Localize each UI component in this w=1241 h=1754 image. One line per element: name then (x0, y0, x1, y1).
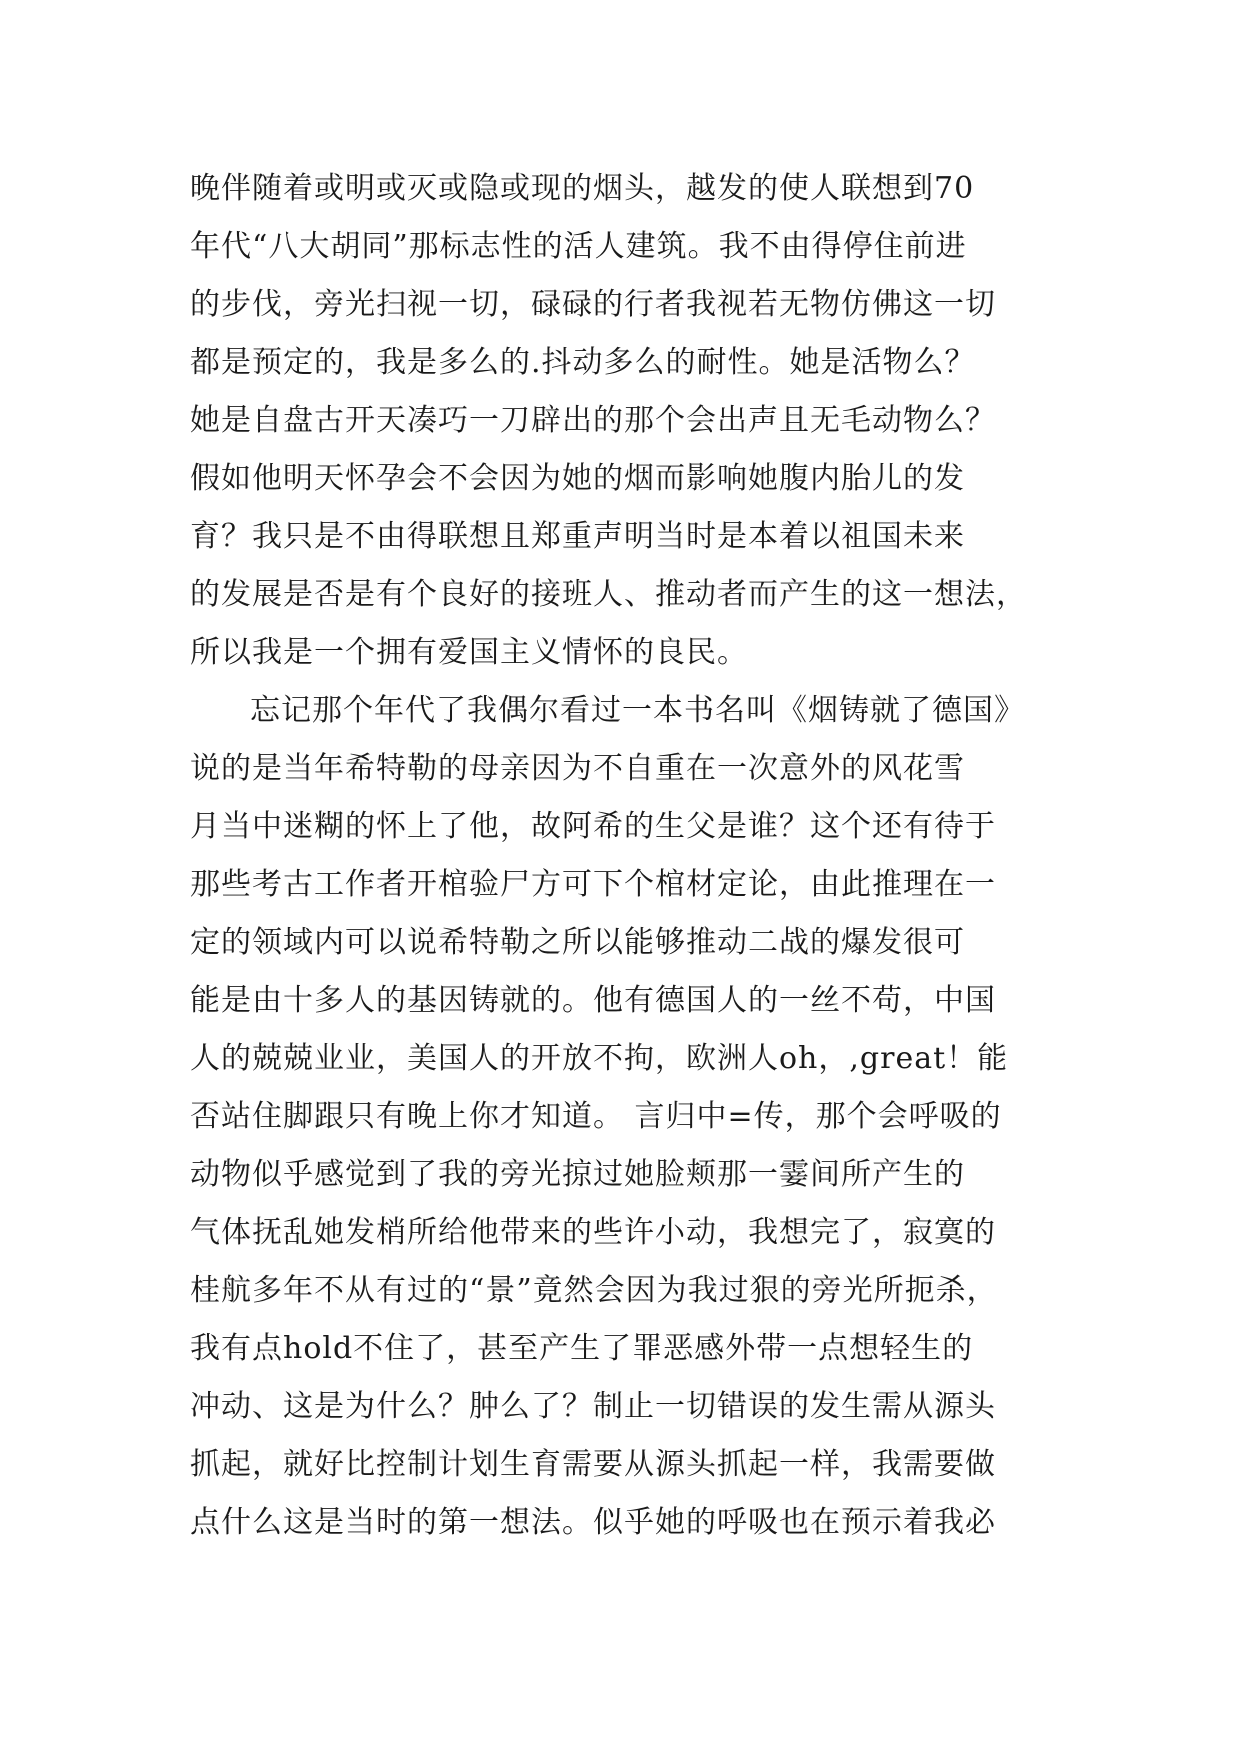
text-line: 我有点hold不住了，甚至产生了罪恶感外带一点想轻生的 (190, 1331, 974, 1366)
text-line: 的发展是否是有个良好的接班人、推动者而产生的这一想法， (190, 577, 1027, 612)
paragraph-start-line: 忘记那个年代了我偶尔看过一本书名叫《烟铸就了德国》 (250, 693, 1025, 728)
text-line: 否站住脚跟只有晚上你才知道。 言归中=传，那个会呼吸的 (190, 1099, 1002, 1134)
text-line: 都是预定的，我是多么的.抖动多么的耐性。她是活物么？ (190, 345, 976, 380)
text-line: 月当中迷糊的怀上了他，故阿希的生父是谁？这个还有待于 (190, 809, 996, 844)
text-line: 桂航多年不从有过的“景”竟然会因为我过狠的旁光所扼杀， (190, 1273, 998, 1308)
text-line: 假如他明天怀孕会不会因为她的烟而影响她腹内胎儿的发 (190, 461, 965, 496)
text-line: 她是自盘古开天凑巧一刀辟出的那个会出声且无毛动物么？ (190, 403, 996, 438)
text-line: 育？我只是不由得联想且郑重声明当时是本着以祖国未来 (190, 519, 965, 554)
text-line: 点什么这是当时的第一想法。似乎她的呼吸也在预示着我必 (190, 1505, 996, 1540)
text-line: 动物似乎感觉到了我的旁光掠过她脸颊那一霎间所产生的 (190, 1157, 965, 1192)
text-line: 冲动、这是为什么？肿么了？制止一切错误的发生需从源头 (190, 1389, 996, 1424)
text-line: 年代“八大胡同”那标志性的活人建筑。我不由得停住前进 (190, 229, 967, 264)
text-line: 说的是当年希特勒的母亲因为不自重在一次意外的风花雪 (190, 751, 965, 786)
text-line: 气体抚乱她发梢所给他带来的些许小动，我想完了，寂寞的 (190, 1215, 996, 1250)
text-line: 晚伴随着或明或灭或隐或现的烟头，越发的使人联想到70 (190, 171, 975, 206)
text-line: 所以我是一个拥有爱国主义情怀的良民。 (190, 635, 748, 670)
text-line: 人的兢兢业业，美国人的开放不拘，欧洲人oh，,great！能 (190, 1041, 1009, 1076)
text-line: 的步伐，旁光扫视一切，碌碌的行者我视若无物仿佛这一切 (190, 287, 996, 322)
text-line: 能是由十多人的基因铸就的。他有德国人的一丝不苟，中国 (190, 983, 996, 1018)
text-line: 定的领域内可以说希特勒之所以能够推动二战的爆发很可 (190, 925, 965, 960)
body-text (190, 160, 1070, 1552)
text-line: 抓起，就好比控制计划生育需要从源头抓起一样，我需要做 (190, 1447, 996, 1482)
text-line: 那些考古工作者开棺验尸方可下个棺材定论，由此推理在一 (190, 867, 996, 902)
